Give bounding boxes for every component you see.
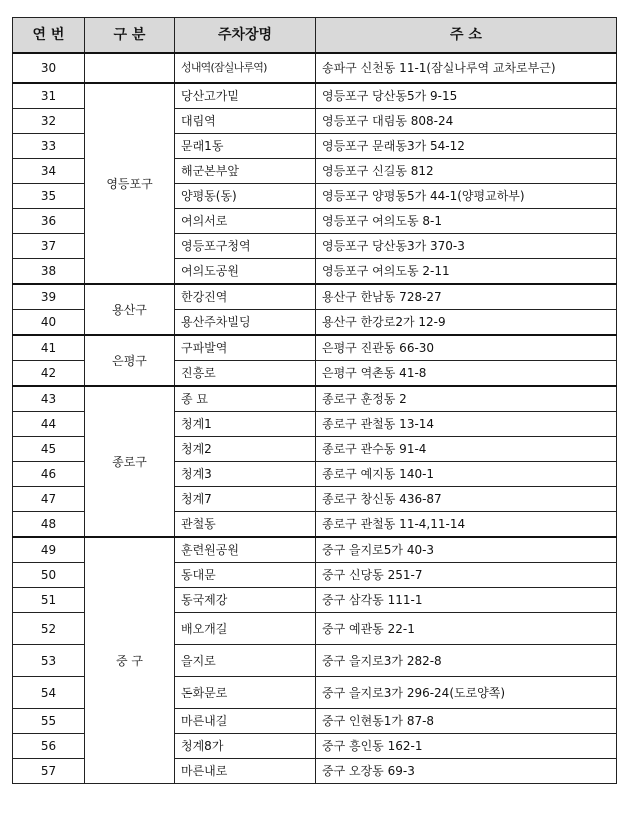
row-no: 47 bbox=[13, 487, 85, 512]
parking-name: 양평동(동) bbox=[175, 184, 316, 209]
row-no: 44 bbox=[13, 412, 85, 437]
row-no: 42 bbox=[13, 361, 85, 387]
row-no: 55 bbox=[13, 709, 85, 734]
row-no: 54 bbox=[13, 677, 85, 709]
parking-name: 진흥로 bbox=[175, 361, 316, 387]
parking-address: 중구 예관동 22-1 bbox=[316, 613, 617, 645]
row-no: 57 bbox=[13, 759, 85, 784]
header-group: 구 분 bbox=[85, 18, 175, 54]
parking-address: 송파구 신천동 11-1(잠실나루역 교차로부근) bbox=[316, 53, 617, 83]
parking-name: 영등포구청역 bbox=[175, 234, 316, 259]
parking-name: 구파발역 bbox=[175, 335, 316, 361]
row-no: 40 bbox=[13, 310, 85, 336]
parking-name: 문래1동 bbox=[175, 134, 316, 159]
parking-name: 종 묘 bbox=[175, 386, 316, 412]
parking-address: 은평구 역촌동 41-8 bbox=[316, 361, 617, 387]
parking-name: 청계1 bbox=[175, 412, 316, 437]
parking-name: 청계8가 bbox=[175, 734, 316, 759]
group-label bbox=[85, 53, 175, 83]
parking-name: 돈화문로 bbox=[175, 677, 316, 709]
parking-name: 마른내로 bbox=[175, 759, 316, 784]
table-row bbox=[13, 83, 617, 109]
parking-address: 영등포구 대림동 808-24 bbox=[316, 109, 617, 134]
parking-name: 을지로 bbox=[175, 645, 316, 677]
row-no: 56 bbox=[13, 734, 85, 759]
parking-address: 영등포구 신길동 812 bbox=[316, 159, 617, 184]
parking-address: 영등포구 당산동3가 370-3 bbox=[316, 234, 617, 259]
group-label: 중 구 bbox=[85, 537, 175, 784]
parking-address: 중구 삼각동 111-1 bbox=[316, 588, 617, 613]
parking-address: 중구 인현동1가 87-8 bbox=[316, 709, 617, 734]
header-address: 주 소 bbox=[316, 18, 617, 54]
parking-address: 중구 을지로5가 40-3 bbox=[316, 537, 617, 563]
row-no: 34 bbox=[13, 159, 85, 184]
header-row bbox=[13, 18, 617, 54]
table-row bbox=[13, 53, 617, 83]
parking-address: 영등포구 여의도동 8-1 bbox=[316, 209, 617, 234]
parking-address: 영등포구 여의도동 2-11 bbox=[316, 259, 617, 285]
parking-address: 종로구 예지동 140-1 bbox=[316, 462, 617, 487]
row-no: 33 bbox=[13, 134, 85, 159]
parking-address: 영등포구 문래동3가 54-12 bbox=[316, 134, 617, 159]
parking-name: 청계3 bbox=[175, 462, 316, 487]
parking-address: 용산구 한강로2가 12-9 bbox=[316, 310, 617, 336]
row-no: 43 bbox=[13, 386, 85, 412]
parking-address: 중구 흥인동 162-1 bbox=[316, 734, 617, 759]
parking-address: 용산구 한남동 728-27 bbox=[316, 284, 617, 310]
row-no: 39 bbox=[13, 284, 85, 310]
row-no: 31 bbox=[13, 83, 85, 109]
parking-name: 용산주차빌딩 bbox=[175, 310, 316, 336]
parking-address: 중구 을지로3가 282-8 bbox=[316, 645, 617, 677]
parking-name: 여의도공원 bbox=[175, 259, 316, 285]
parking-name: 동국제강 bbox=[175, 588, 316, 613]
parking-name: 훈련원공원 bbox=[175, 537, 316, 563]
group-label: 종로구 bbox=[85, 386, 175, 537]
parking-name: 청계7 bbox=[175, 487, 316, 512]
parking-address: 종로구 훈정동 2 bbox=[316, 386, 617, 412]
parking-name: 관철동 bbox=[175, 512, 316, 538]
parking-name: 당산고가밑 bbox=[175, 83, 316, 109]
parking-name: 대림역 bbox=[175, 109, 316, 134]
parking-name: 한강진역 bbox=[175, 284, 316, 310]
parking-name: 여의서로 bbox=[175, 209, 316, 234]
table-row bbox=[13, 284, 617, 310]
row-no: 48 bbox=[13, 512, 85, 538]
parking-address: 종로구 관수동 91-4 bbox=[316, 437, 617, 462]
group-label: 용산구 bbox=[85, 284, 175, 335]
row-no: 41 bbox=[13, 335, 85, 361]
parking-address: 종로구 창신동 436-87 bbox=[316, 487, 617, 512]
parking-address: 은평구 진관동 66-30 bbox=[316, 335, 617, 361]
parking-address: 종로구 관철동 11-4,11-14 bbox=[316, 512, 617, 538]
group-label: 영등포구 bbox=[85, 83, 175, 284]
parking-name: 마른내길 bbox=[175, 709, 316, 734]
row-no: 45 bbox=[13, 437, 85, 462]
table-row bbox=[13, 335, 617, 361]
header-name: 주차장명 bbox=[175, 18, 316, 54]
row-no: 32 bbox=[13, 109, 85, 134]
parking-name: 청계2 bbox=[175, 437, 316, 462]
parking-address: 영등포구 당산동5가 9-15 bbox=[316, 83, 617, 109]
row-no: 37 bbox=[13, 234, 85, 259]
row-no: 38 bbox=[13, 259, 85, 285]
row-no: 52 bbox=[13, 613, 85, 645]
parking-lot-table bbox=[12, 17, 617, 784]
table-row bbox=[13, 386, 617, 412]
parking-name: 동대문 bbox=[175, 563, 316, 588]
row-no: 50 bbox=[13, 563, 85, 588]
parking-address: 중구 을지로3가 296-24(도로양쪽) bbox=[316, 677, 617, 709]
group-label: 은평구 bbox=[85, 335, 175, 386]
parking-name: 해군본부앞 bbox=[175, 159, 316, 184]
header-no: 연 번 bbox=[13, 18, 85, 54]
parking-name: 성내역(잠실나루역) bbox=[175, 53, 316, 83]
parking-name: 배오개길 bbox=[175, 613, 316, 645]
row-no: 46 bbox=[13, 462, 85, 487]
parking-address: 영등포구 양평동5가 44-1(양평교하부) bbox=[316, 184, 617, 209]
parking-address: 중구 신당동 251-7 bbox=[316, 563, 617, 588]
row-no: 35 bbox=[13, 184, 85, 209]
table-row bbox=[13, 537, 617, 563]
parking-address: 종로구 관철동 13-14 bbox=[316, 412, 617, 437]
parking-address: 중구 오장동 69-3 bbox=[316, 759, 617, 784]
row-no: 36 bbox=[13, 209, 85, 234]
row-no: 30 bbox=[13, 53, 85, 83]
row-no: 49 bbox=[13, 537, 85, 563]
row-no: 51 bbox=[13, 588, 85, 613]
row-no: 53 bbox=[13, 645, 85, 677]
